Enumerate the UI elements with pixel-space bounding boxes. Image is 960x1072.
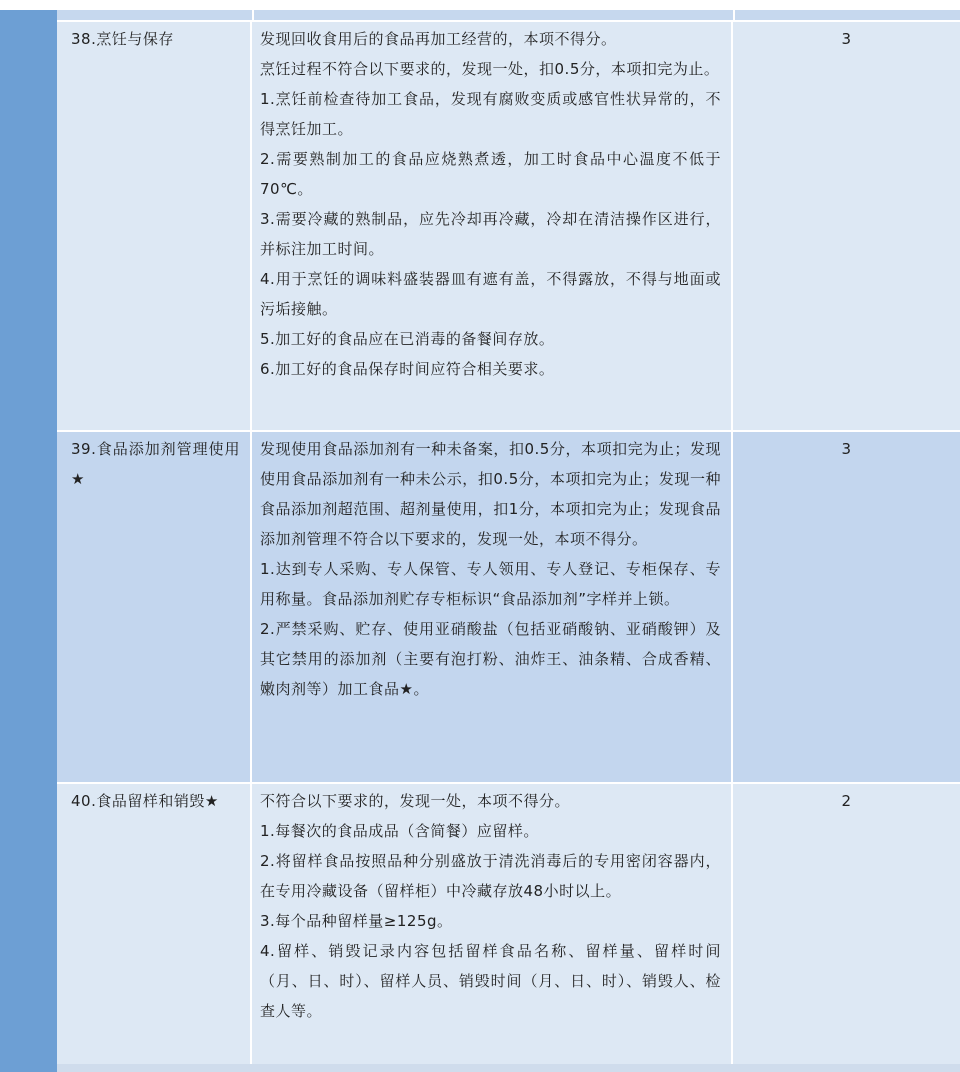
score-cell: 3 (841, 440, 852, 458)
requirement-line: 3.需要冷藏的熟制品，应先冷却再冷藏，冷却在清洁操作区进行，并标注加工时间。 (260, 210, 721, 258)
requirement-line: 2.需要熟制加工的食品应烧熟煮透，加工时食品中心温度不低于70℃。 (260, 150, 721, 198)
requirement-line: 2.严禁采购、贮存、使用亚硝酸盐（包括亚硝酸钠、亚硝酸钾）及其它禁用的添加剂（主要有泡打粉、油炸王、油条精、合成香精、嫩肉剂等）加工食品★。 (260, 620, 721, 698)
requirement-line: 4.留样、销毁记录内容包括留样食品名称、留样量、留样时间（月、日、时）、留样人员、销毁时间（月、日、时）、销毁人、检查人等。 (260, 942, 721, 1020)
table-left-column (0, 10, 57, 1072)
requirement-line: 1.每餐次的食品成品（含简餐）应留样。 (260, 822, 539, 840)
requirement-cell (252, 784, 733, 1068)
item-name-cell: 38.烹饪与保存 (57, 22, 252, 430)
next-row-band (57, 1064, 960, 1072)
requirement-line: 3.每个品种留样量≥125g。 (260, 912, 453, 930)
requirement-line: 1.烹饪前检查待加工食品，发现有腐败变质或感官性状异常的，不得烹饪加工。 (260, 90, 721, 138)
score-cell: 3 (841, 30, 852, 48)
item-name-cell: 39.食品添加剂管理使用★ (57, 432, 252, 782)
table-row (57, 432, 960, 784)
header-separator (733, 10, 735, 20)
inspection-table (57, 22, 960, 1068)
requirement-line: 发现使用食品添加剂有一种未备案，扣0.5分，本项扣完为止；发现使用食品添加剂有一种未公示，扣0.5分，本项扣完为止；发现一种食品添加剂超范围、超剂量使用，扣1分，本项扣完为止；发现食品添加剂管理不符合以下要求的，发现一处，本项不得分。 (260, 440, 721, 548)
requirement-line: 烹饪过程不符合以下要求的，发现一处，扣0.5分，本项扣完为止。 (260, 60, 720, 78)
table-row (57, 22, 960, 432)
table-header-stub (57, 10, 960, 22)
requirement-line: 2.将留样食品按照品种分别盛放于清洗消毒后的专用密闭容器内，在专用冷藏设备（留样柜）中冷藏存放48小时以上。 (260, 852, 721, 900)
requirement-cell (252, 22, 733, 430)
item-name-cell: 40.食品留样和销毁★ (57, 784, 252, 1068)
table-row (57, 784, 960, 1068)
requirement-line: 发现回收食用后的食品再加工经营的，本项不得分。 (260, 30, 617, 48)
requirement-line: 1.达到专人采购、专人保管、专人领用、专人登记、专柜保存、专用称量。食品添加剂贮存专柜标识“食品添加剂”字样并上锁。 (260, 560, 721, 608)
requirement-cell (252, 432, 733, 782)
requirement-line: 4.用于烹饪的调味料盛装器皿有遮有盖，不得露放，不得与地面或污垢接触。 (260, 270, 721, 318)
requirement-line: 5.加工好的食品应在已消毒的备餐间存放。 (260, 330, 555, 348)
requirement-line: 不符合以下要求的，发现一处，本项不得分。 (260, 792, 571, 810)
requirement-line: 6.加工好的食品保存时间应符合相关要求。 (260, 360, 555, 378)
header-separator (252, 10, 254, 20)
score-cell: 2 (841, 792, 852, 810)
